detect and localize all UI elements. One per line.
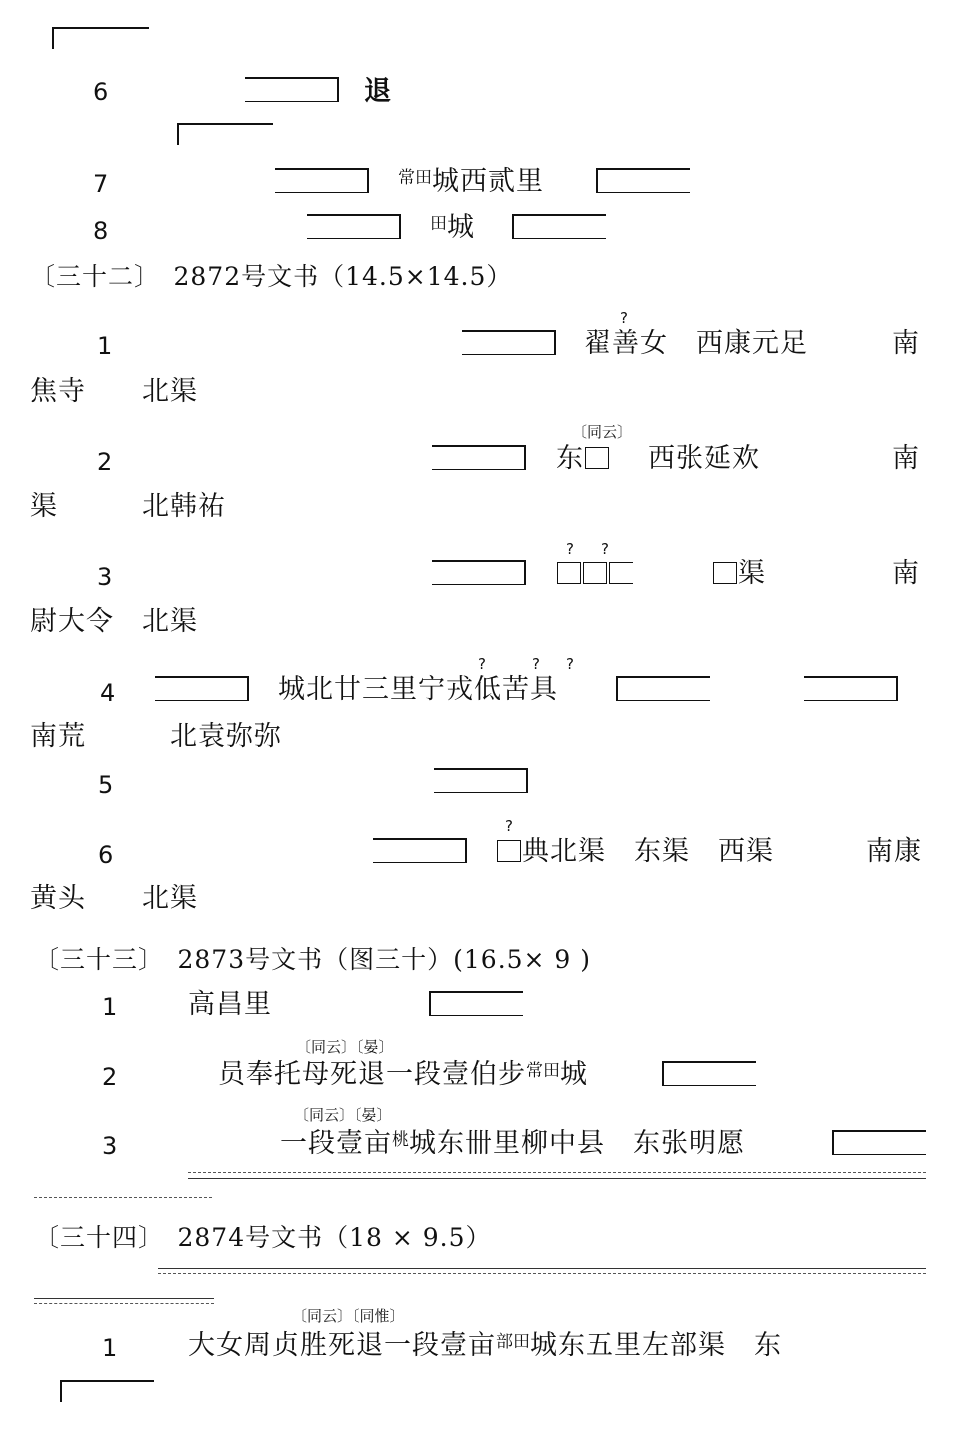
line-text: 翟善女 西康元足 bbox=[584, 328, 808, 359]
edge-line bbox=[188, 1178, 926, 1179]
line-text bbox=[496, 838, 774, 865]
line-text: 城北廿三里宁戎低苦具 bbox=[278, 674, 558, 705]
line-text-main: 城 bbox=[447, 212, 475, 243]
correction-note: 〔同云〕 bbox=[572, 423, 633, 441]
document-heading: 〔三十三〕 2873号文书（图三十）(16.5× 9 ) bbox=[34, 945, 592, 974]
lacuna-mark bbox=[60, 1380, 154, 1402]
line-number: 6 bbox=[98, 841, 114, 869]
small-annotation: 田 bbox=[430, 214, 447, 234]
line-number: 1 bbox=[102, 993, 118, 1021]
missing-char-box bbox=[557, 562, 581, 584]
edge-line bbox=[158, 1268, 926, 1269]
question-mark: ? bbox=[566, 655, 574, 673]
line-number: 8 bbox=[93, 217, 109, 245]
small-annotation: 常田 bbox=[526, 1061, 560, 1081]
line-number: 2 bbox=[102, 1063, 118, 1091]
line-text-main: 城 bbox=[560, 1059, 588, 1090]
edge-line bbox=[188, 1172, 926, 1173]
line-text: 南 bbox=[892, 328, 920, 359]
lacuna-mark bbox=[512, 214, 606, 239]
lacuna-mark bbox=[616, 676, 710, 701]
line-text-main: 渠 bbox=[738, 558, 766, 589]
line-text: 退 bbox=[364, 76, 392, 107]
document-heading: 〔三十四〕 2874号文书（18 × 9.5） bbox=[34, 1223, 492, 1252]
lacuna-mark bbox=[275, 168, 369, 193]
line-continuation: 焦寺 北渠 bbox=[30, 376, 198, 407]
lacuna-mark bbox=[662, 1061, 756, 1086]
edge-line bbox=[34, 1197, 212, 1198]
document-heading: 〔三十二〕 2872号文书（14.5×14.5） bbox=[30, 262, 513, 291]
line-number: 1 bbox=[102, 1334, 118, 1362]
line-continuation: 南荒 北袁弥弥 bbox=[30, 721, 282, 752]
lacuna-mark bbox=[462, 330, 556, 355]
small-annotation: 桃 bbox=[392, 1130, 409, 1150]
line-text bbox=[398, 168, 544, 195]
line-text-main: 城东五里左部渠 东 bbox=[530, 1330, 782, 1361]
line-text: 南康 bbox=[866, 836, 922, 867]
line-number: 6 bbox=[93, 78, 109, 106]
line-continuation: 尉大令 北渠 bbox=[30, 606, 198, 637]
line-number: 2 bbox=[97, 448, 113, 476]
question-mark: ? bbox=[532, 655, 540, 673]
line-text-main: 员奉托母死退一段壹伯步 bbox=[218, 1059, 526, 1090]
line-text: 西张延欢 bbox=[648, 443, 760, 474]
lacuna-mark bbox=[177, 123, 273, 145]
lacuna-mark bbox=[245, 77, 339, 102]
lacuna-mark bbox=[52, 27, 149, 49]
missing-char-box bbox=[497, 840, 521, 862]
question-mark: ? bbox=[620, 309, 628, 327]
line-text bbox=[556, 445, 610, 472]
line-number: 3 bbox=[102, 1132, 118, 1160]
line-text bbox=[430, 214, 475, 241]
line-number: 3 bbox=[97, 563, 113, 591]
question-mark: ? bbox=[478, 655, 486, 673]
line-text bbox=[188, 1332, 782, 1359]
lacuna-mark bbox=[432, 560, 526, 585]
line-text-main: 典北渠 东渠 西渠 bbox=[522, 836, 774, 867]
line-text: 南 bbox=[892, 558, 920, 589]
small-annotation: 部田 bbox=[496, 1332, 530, 1352]
line-text-main: 大女周贞胜死退一段壹亩 bbox=[188, 1330, 496, 1361]
edge-line bbox=[34, 1298, 214, 1299]
line-text bbox=[280, 1130, 745, 1157]
lacuna-mark bbox=[307, 214, 401, 239]
edge-line bbox=[158, 1273, 926, 1274]
missing-char-box bbox=[585, 447, 609, 469]
missing-chars bbox=[556, 560, 634, 587]
line-number: 4 bbox=[100, 679, 116, 707]
line-text-main: 城东卌里柳中县 东张明愿 bbox=[409, 1128, 745, 1159]
lacuna-mark bbox=[429, 991, 523, 1016]
lacuna-mark bbox=[434, 768, 528, 793]
lacuna-mark bbox=[155, 676, 249, 701]
question-mark: ? bbox=[566, 540, 574, 558]
line-text: 南 bbox=[892, 443, 920, 474]
missing-char-box bbox=[713, 562, 737, 584]
edge-line bbox=[34, 1303, 214, 1304]
lacuna-mark bbox=[373, 838, 467, 863]
line-text-main: 一段壹亩 bbox=[280, 1128, 392, 1159]
lacuna-mark bbox=[804, 676, 898, 701]
missing-char-box bbox=[583, 562, 607, 584]
line-text bbox=[712, 560, 766, 587]
lacuna-mark bbox=[432, 445, 526, 470]
line-number: 1 bbox=[97, 332, 113, 360]
small-annotation: 常田 bbox=[398, 168, 432, 188]
line-number: 7 bbox=[93, 170, 109, 198]
question-mark: ? bbox=[505, 817, 513, 835]
correction-note: 〔同云〕〔同惟〕 bbox=[292, 1307, 405, 1325]
missing-char-box bbox=[609, 562, 633, 584]
lacuna-mark bbox=[832, 1130, 926, 1155]
line-text-main: 东 bbox=[556, 443, 584, 474]
correction-note: 〔同云〕〔晏〕 bbox=[294, 1106, 392, 1124]
line-text-main: 城西贰里 bbox=[432, 166, 544, 197]
line-continuation: 渠 北韩祐 bbox=[30, 491, 226, 522]
line-number: 5 bbox=[98, 771, 114, 799]
lacuna-mark bbox=[596, 168, 690, 193]
line-text: 高昌里 bbox=[188, 989, 272, 1020]
question-mark: ? bbox=[601, 540, 609, 558]
line-text bbox=[218, 1061, 588, 1088]
correction-note: 〔同云〕〔晏〕 bbox=[296, 1038, 394, 1056]
line-continuation: 黄头 北渠 bbox=[30, 883, 198, 914]
